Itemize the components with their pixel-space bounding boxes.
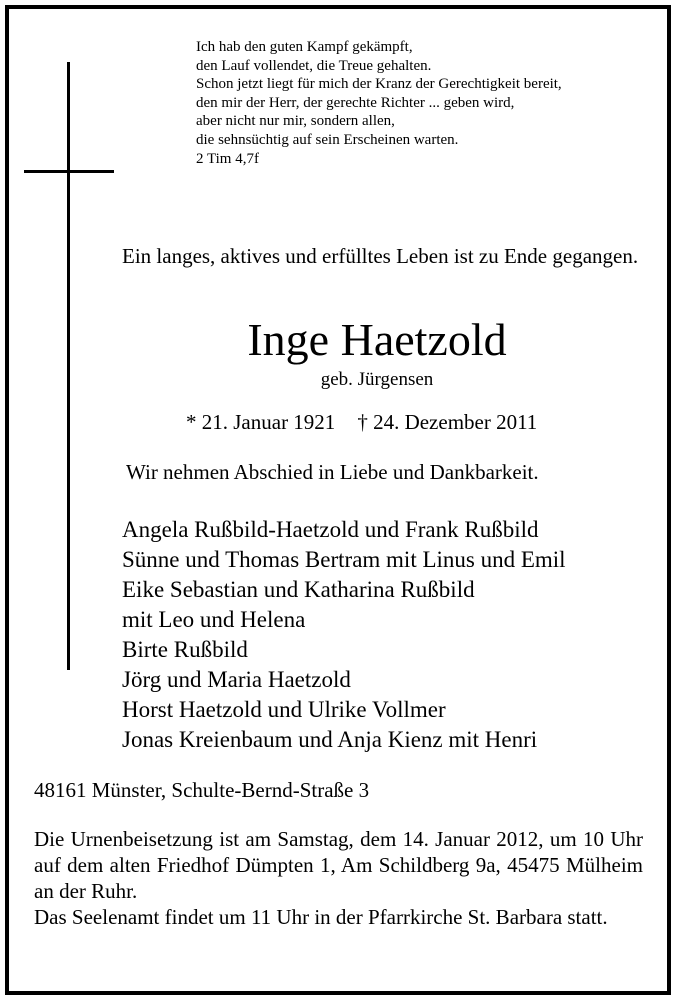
burial-info: Die Urnenbeisetzung ist am Samstag, dem 14. Januar 2012, um 10 Uhr auf dem alten Friedhof Dümpten 1, Am Schildberg 9a, 45475 Mülheim an der Ruhr. xyxy=(34,827,643,903)
family-address: 48161 Münster, Schulte-Bernd-Straße 3 xyxy=(34,778,370,802)
verse-line: den Lauf vollendet, die Treue gehalten. xyxy=(196,57,432,74)
verse-line: den mir der Herr, der gerechte Richter ... geben wird, xyxy=(196,94,515,111)
mourner-line: Jörg und Maria Haetzold xyxy=(122,667,351,692)
mourner-line: Jonas Kreienbaum und Anja Kienz mit Henri xyxy=(122,727,538,752)
cross-vertical-bar xyxy=(67,62,70,670)
verse-line: die sehnsüchtig auf sein Erscheinen warten. xyxy=(196,131,459,148)
mourner-line: mit Leo und Helena xyxy=(122,607,306,632)
mourner-line: Angela Rußbild-Haetzold und Frank Rußbild xyxy=(122,517,539,542)
cross-horizontal-bar xyxy=(24,170,114,173)
verse-reference: 2 Tim 4,7f xyxy=(196,150,259,167)
mourner-line: Horst Haetzold und Ulrike Vollmer xyxy=(122,697,446,722)
mourner-line: Eike Sebastian und Katharina Rußbild xyxy=(122,577,475,602)
service-info xyxy=(34,826,643,930)
birth-date: * 21. Januar 1921 xyxy=(186,410,336,434)
verse-line: Schon jetzt liegt für mich der Kranz der Gerechtigkeit bereit, xyxy=(196,76,562,93)
mourner-line: Sünne und Thomas Bertram mit Linus und Emil xyxy=(122,547,566,572)
deceased-name: Inge Haetzold xyxy=(247,314,507,365)
mass-info: Das Seelenamt findet um 11 Uhr in der Pfarrkirche St. Barbara statt. xyxy=(34,905,608,929)
life-dates xyxy=(186,408,537,436)
verse-line: aber nicht nur mir, sondern allen, xyxy=(196,113,395,130)
mourners-list xyxy=(122,515,566,755)
scripture-verse xyxy=(196,38,656,168)
intro-text: Ein langes, aktives und erfülltes Leben ist zu Ende gegangen. xyxy=(122,244,639,268)
mourner-line: Birte Rußbild xyxy=(122,637,248,662)
maiden-name: geb. Jürgensen xyxy=(320,369,434,390)
farewell-text: Wir nehmen Abschied in Liebe und Dankbarkeit. xyxy=(126,460,539,484)
verse-line: Ich hab den guten Kampf gekämpft, xyxy=(196,39,413,55)
death-date: † 24. Dezember 2011 xyxy=(357,410,538,434)
